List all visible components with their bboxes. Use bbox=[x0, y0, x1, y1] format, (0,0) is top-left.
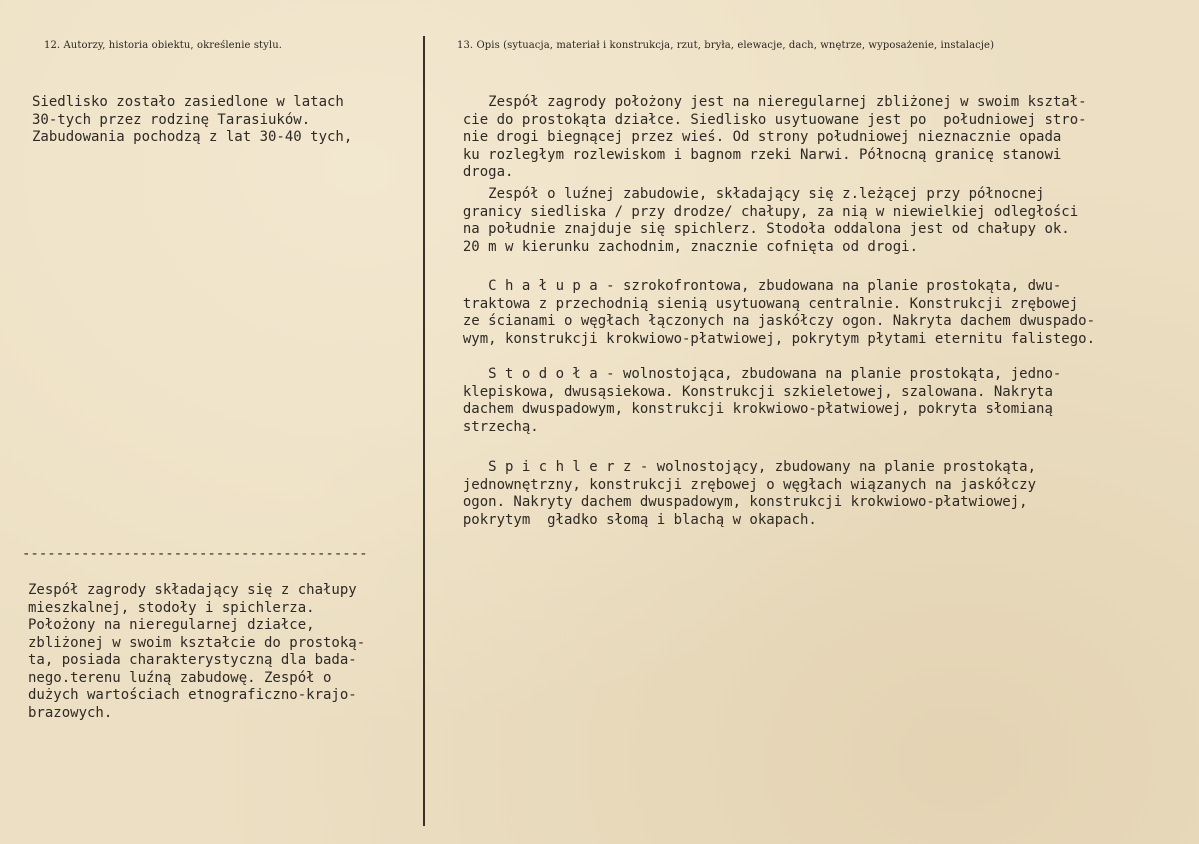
column-divider bbox=[423, 36, 425, 826]
section-13-header: 13. Opis (sytuacja, materiał i konstrukcja, rzut, bryła, elewacje, dach, wnętrze, wyposażenie, instalacje) bbox=[457, 40, 995, 51]
summary-text: Zespół zagrody składający się z chałupy mieszkalnej, stodoły i spichlerza. Położony na nieregularnej działce, zbliżonej w swoim kształcie do prostoką- ta, posiada charakterystyczną dla bada- nego.terenu luźną zabudowę. Zespół o dużych wartościach etnograficzno-krajo- brazowych. bbox=[28, 582, 366, 721]
section-12-header: 12. Autorzy, historia obiektu, określenie stylu. bbox=[44, 40, 283, 51]
description-paragraph-spichlerz: S p i c h l e r z - wolnostojący, zbudowany na planie prostokąta, jednownętrzny, konstrukcji zrębowej o węgłach wiązanych na jaskółczy ogon. Nakryty dachem dwuspadowym, konstrukcji krokwiowo-płatwiowej, pokrytym gładko słomą i blachą w okapach. bbox=[462, 459, 1037, 528]
description-paragraph-stodola: S t o d o ł a - wolnostojąca, zbudowana na planie prostokąta, jedno- klepiskowa, dwusąsiekowa. Konstrukcji szkieletowej, szalowana. Nakryta dachem dwuspadowym, konstrukcji krokwiowo-płatwiowej, pokryta słomianą strzechą. bbox=[462, 366, 1062, 435]
description-paragraph-site: Zespół zagrody położony jest na nieregularnej zbliżonej w swoim kształ- cie do prostokąta działce. Siedlisko usytuowane jest po południowej stro- nie drogi biegnącej przez wieś. Od strony południowej nieznacznie opada ku rozległym rozlewiskom i bagnom rzeki Narwi. Północną granicę stanowi droga. bbox=[462, 94, 1087, 180]
history-text: Siedlisko zostało zasiedlone w latach 30-tych przez rodzinę Tarasiuków. Zabudowania pochodzą z lat 30-40 tych, bbox=[32, 94, 353, 145]
description-paragraph-layout: Zespół o luźnej zabudowie, składający się z.leżącej przy północnej granicy siedliska / przy drodze/ chałupy, za nią w niewielkiej odległości na południe znajduje się spichlerz. Stodoła oddalona jest od chałupy ok. 20 m w kierunku zachodnim, znacznie cofnięta od drogi. bbox=[462, 186, 1079, 255]
dashed-separator: ----------------------------------------- bbox=[22, 546, 368, 562]
description-paragraph-chalupa: C h a ł u p a - szrokofrontowa, zbudowana na planie prostokąta, dwu- traktowa z przechodnią sienią usytuowaną centralnie. Konstrukcji zrębowej ze ścianami o węgłach łączonych na jaskółczy ogon. Nakryta dachem dwuspado- wym, konstrukcji krokwiowo-płatwiowej, pokrytym płytami eternitu falistego. bbox=[462, 278, 1096, 347]
